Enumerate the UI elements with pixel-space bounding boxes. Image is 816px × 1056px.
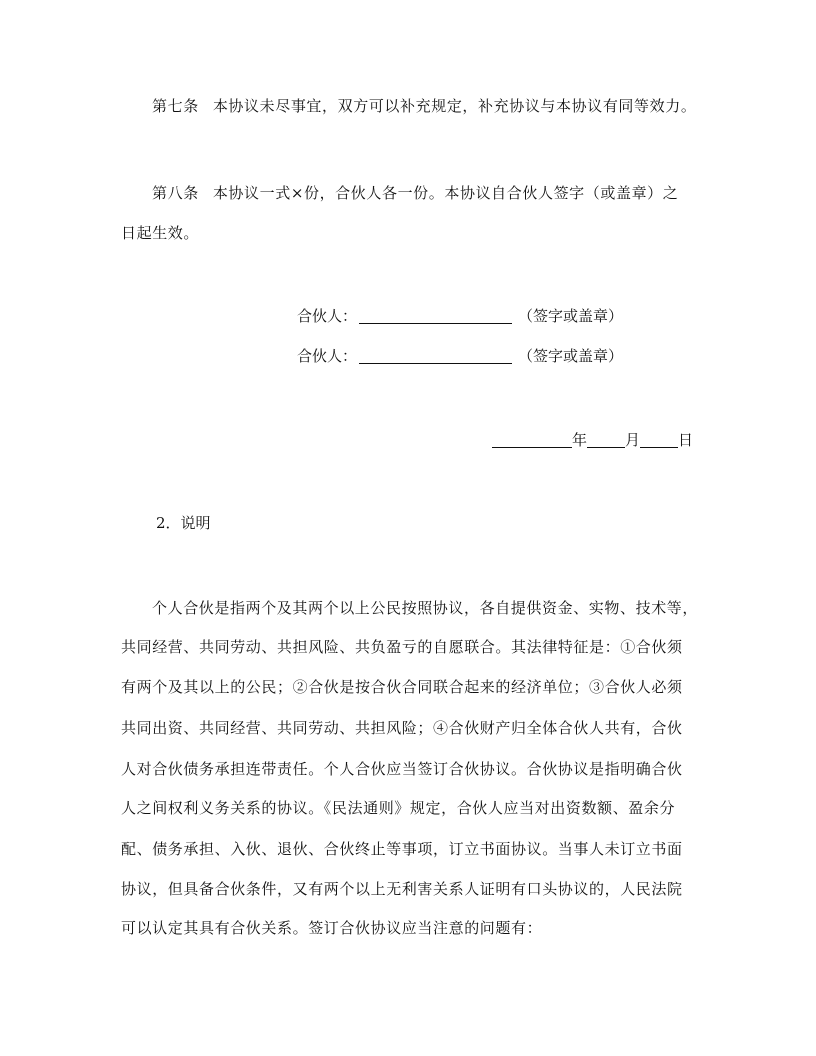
article-8-paragraph (152, 183, 678, 203)
explanation-line-1: 个人合伙是指两个及其两个以上公民按照协议，各自提供资金、实物、技术等， (152, 599, 699, 617)
day-blank (640, 431, 678, 448)
signature-blank (359, 347, 512, 364)
signature-note: （签字或盖章） (518, 347, 624, 365)
date-line (492, 430, 693, 450)
explanation-line-7: 配、债务承担、入伙、退伙、合伙终止等事项，订立书面协议。当事人未订立书面 (121, 840, 683, 858)
explanation-line-3: 有两个及其以上的公民；②合伙是按合伙合同联合起来的经济单位；③合伙人必须 (121, 678, 683, 696)
article-8-text-line1: 本协议一式×份，合伙人各一份。本协议自合伙人签字（或盖章）之 (212, 184, 679, 202)
signature-note: （签字或盖章） (518, 307, 624, 325)
partner-label: 合伙人： (297, 347, 358, 365)
day-label: 日 (677, 431, 693, 449)
article-7-text: 本协议未尽事宜，双方可以补充规定，补充协议与本协议有同等效力。 (212, 97, 697, 115)
explanation-line-6: 人之间权利义务关系的协议。《民法通则》规定，合伙人应当对出资数额、盈余分 (121, 799, 676, 817)
signature-row-1 (297, 306, 623, 326)
month-label: 月 (624, 431, 640, 449)
explanation-line-8: 协议，但具备合伙条件，又有两个以上无利害关系人证明有口头协议的，人民法院 (121, 880, 683, 898)
month-blank (587, 431, 625, 448)
year-label: 年 (571, 431, 587, 449)
article-7-paragraph (152, 96, 696, 116)
signature-row-2 (297, 346, 623, 366)
partner-label: 合伙人： (297, 307, 358, 325)
explanation-line-5: 人对合伙债务承担连带责任。个人合伙应当签订合伙协议。合伙协议是指明确合伙 (121, 760, 683, 778)
explanation-line-4: 共同出资、共同经营、共同劳动、共担风险；④合伙财产归全体合伙人共有，合伙 (121, 719, 683, 737)
signature-blank (359, 307, 512, 324)
year-blank (492, 431, 572, 448)
article-8-number: 第八条 (152, 184, 199, 202)
explanation-line-2: 共同经营、共同劳动、共担风险、共负盈亏的自愿联合。其法律特征是：①合伙须 (121, 638, 683, 656)
article-7-number: 第七条 (152, 97, 199, 115)
explanation-line-9: 可以认定其具有合伙关系。签订合伙协议应当注意的问题有： (121, 919, 543, 937)
article-8-text-line2: 日起生效。 (121, 224, 200, 242)
section-heading: 2．说明 (156, 514, 211, 532)
